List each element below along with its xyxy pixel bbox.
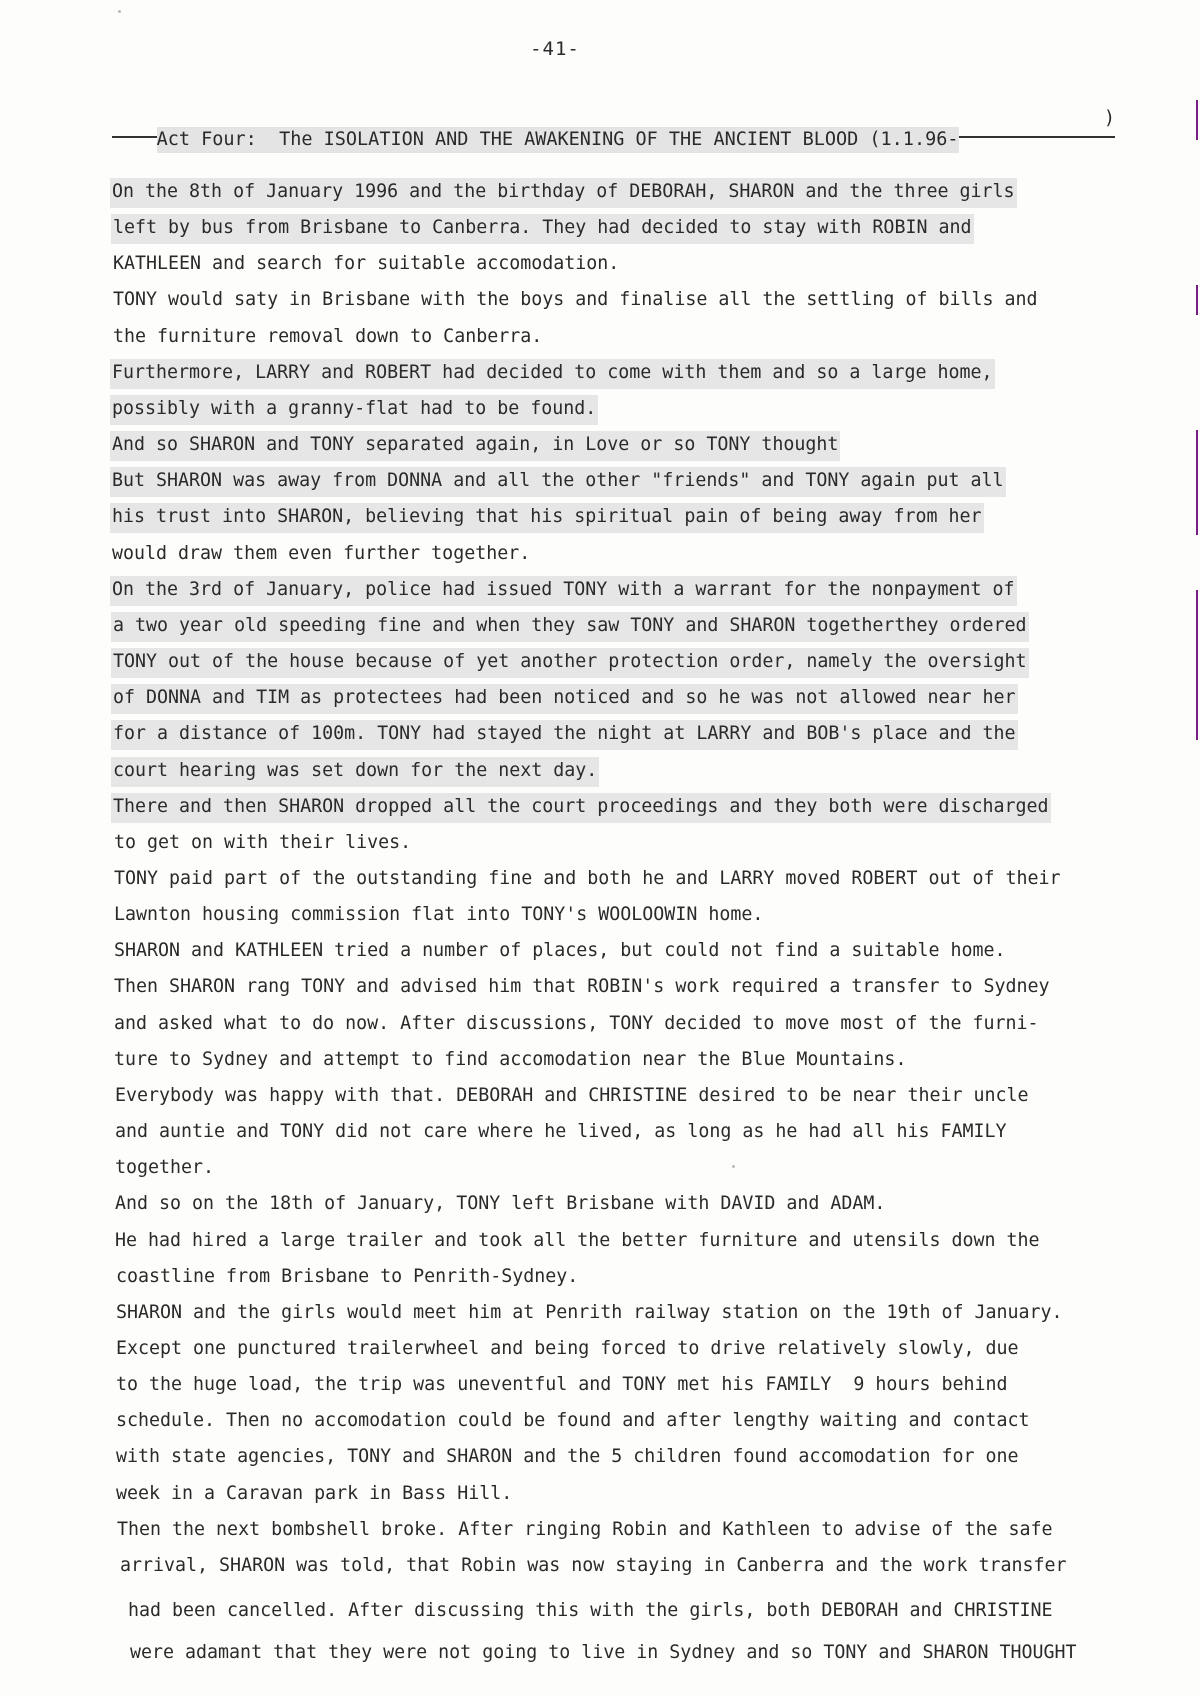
text-line: for a distance of 100m. TONY had stayed the night at LARRY and BOB's place and the [113,722,1016,748]
text-line: to get on with their lives. [114,832,412,853]
text-line: Everybody was happy with that. DEBORAH and CHRISTINE desired to be near their uncle [115,1085,1029,1106]
act-heading-text: Act Four: The ISOLATION AND THE AWAKENING OF THE ANCIENT BLOOD (1.1.96- [157,127,959,153]
text-line: There and then SHARON dropped all the court proceedings and they both were discharged [113,795,1049,821]
text-line: week in a Caravan park in Bass Hill. [116,1483,513,1504]
text-line: And so SHARON and TONY separated again, in Love or so TONY thought [112,433,838,459]
text-line: and auntie and TONY did not care where he lived, as long as he had all his FAMILY [115,1121,1007,1142]
text-line: arrival, SHARON was told, that Robin was now staying in Canberra and the work transfer [120,1555,1067,1576]
text-line: But SHARON was away from DONNA and all the other "friends" and TONY again put all [112,469,1004,495]
paper-speck [732,1165,735,1168]
text-line: On the 8th of January 1996 and the birthday of DEBORAH, SHARON and the three girls [112,180,1015,206]
text-line: Then the next bombshell broke. After ringing Robin and Kathleen to advise of the safe [117,1519,1053,1540]
edge-mark [1196,100,1198,140]
text-line: Then SHARON rang TONY and advised him that ROBIN's work required a transfer to Sydney [114,976,1050,997]
text-line: SHARON and the girls would meet him at Penrith railway station on the 19th of January. [116,1302,1063,1323]
text-line: left by bus from Brisbane to Canberra. They had decided to stay with ROBIN and [113,216,972,242]
text-line: would draw them even further together. [112,543,531,564]
text-line: He had hired a large trailer and took all the better furniture and utensils down the [115,1230,1040,1251]
text-line: On the 3rd of January, police had issued TONY with a warrant for the nonpayment of [112,578,1015,604]
text-line: possibly with a granny-flat had to be found. [112,397,596,423]
text-line: the furniture removal down to Canberra. [113,326,543,347]
text-line: together. [115,1157,215,1178]
text-line: court hearing was set down for the next day. [113,759,597,785]
page-number: -41- [530,38,580,60]
text-line: TONY paid part of the outstanding fine and both he and LARRY moved ROBERT out of their [114,868,1061,889]
text-line: KATHLEEN and search for suitable accomodation. [113,253,620,274]
text-line: ture to Sydney and attempt to find accomodation near the Blue Mountains. [114,1049,907,1070]
paper-speck [118,10,121,13]
text-line: Lawnton housing commission flat into TONY's WOOLOOWIN home. [114,904,764,925]
text-line: Furthermore, LARRY and ROBERT had decided to come with them and so a large home, [112,361,993,387]
text-line: had been cancelled. After discussing this with the girls, both DEBORAH and CHRISTINE [128,1600,1053,1621]
text-line: with state agencies, TONY and SHARON and the 5 children found accomodation for one [116,1446,1019,1467]
text-line: of DONNA and TIM as protectees had been noticed and so he was not allowed near her [113,686,1016,712]
edge-mark [1196,430,1198,535]
edge-mark [1196,590,1198,740]
text-line: And so on the 18th of January, TONY left Brisbane with DAVID and ADAM. [115,1193,886,1214]
text-line: schedule. Then no accomodation could be found and after lengthy waiting and contact [116,1410,1030,1431]
text-line: were adamant that they were not going to live in Sydney and so TONY and SHARON THOUGHT [130,1642,1077,1663]
text-line: coastline from Brisbane to Penrith-Sydney. [116,1266,579,1287]
act-heading [112,108,1115,150]
text-line: his trust into SHARON, believing that his spiritual pain of being away from her [112,505,982,531]
text-line: to the huge load, the trip was uneventful and TONY met his FAMILY 9 hours behind [116,1374,1008,1395]
act-heading-close: ) [1103,108,1115,129]
text-line: and asked what to do now. After discussions, TONY decided to move most of the furni- [114,1013,1039,1034]
text-line: Except one punctured trailerwheel and being forced to drive relatively slowly, due [116,1338,1019,1359]
text-line: TONY out of the house because of yet another protection order, namely the oversight [113,650,1027,676]
text-line: TONY would saty in Brisbane with the boys and finalise all the settling of bills and [113,289,1038,310]
edge-mark [1196,285,1198,315]
text-line: SHARON and KATHLEEN tried a number of places, but could not find a suitable home. [114,940,1006,961]
text-line: a two year old speeding fine and when they saw TONY and SHARON togetherthey ordered [113,614,1027,640]
